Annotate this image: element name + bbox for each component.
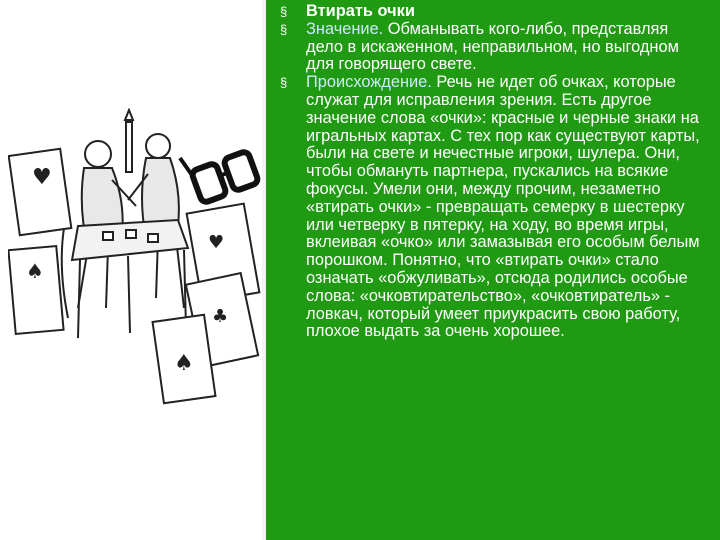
card-suit-icon: ♥ xyxy=(208,232,225,253)
card-suit-icon: ♠ xyxy=(26,259,44,283)
bullet-meaning xyxy=(278,21,703,74)
eyeglasses xyxy=(180,151,259,204)
bullet-title xyxy=(278,3,703,21)
bullet-marker-icon: § xyxy=(280,4,288,19)
left-illustration-panel xyxy=(0,0,262,540)
meaning-label: Значение. xyxy=(306,19,384,38)
idiom-title: Втирать очки xyxy=(306,2,415,20)
playing-card-spade-bottom xyxy=(153,315,216,403)
card-suit-icon: ♠ xyxy=(174,351,194,376)
bullet-origin xyxy=(278,74,703,341)
card-suit-icon: ♥ xyxy=(32,165,52,190)
card-suit-icon: ♣ xyxy=(212,306,229,327)
bullet-marker-icon: § xyxy=(280,75,288,91)
candle xyxy=(125,110,133,172)
playing-card-heart-left xyxy=(9,149,72,235)
origin-label: Происхождение. xyxy=(306,73,432,92)
bullet-marker-icon: § xyxy=(280,21,288,37)
text-block xyxy=(278,3,703,341)
card-players-illustration xyxy=(8,108,266,418)
playing-card-spade-left xyxy=(8,246,63,334)
origin-text: Речь не идет об очках, которые служат для исправления зрения. Есть другое значение слова «очки»: красные и черные знаки на игральных картах. С тех пор как существуют карты, были на свете и нечестные игроки, шулера. Они, чтобы обмануть партнера, пускались на всякие фокусы. Умели они, между прочим, незаметно «втирать очки» - превращать семерку в шестерку или четверку в пятерку, на ходу, во время игры, вклеивая «очко» или замазывая его особым белым порошком. Понятно, что «втирать очки» стало означать «обжуливать», отсюда родились особые слова: «очковтирательство», «очковтиратель» - ловкач, который умеет приукрасить свою работу, плохое выдать за очень хорошее. xyxy=(306,73,700,341)
meaning-text: Обманывать кого-либо, представляя дело в искаженном, неправильном, но выгодном для говорящего свете. xyxy=(306,19,679,74)
